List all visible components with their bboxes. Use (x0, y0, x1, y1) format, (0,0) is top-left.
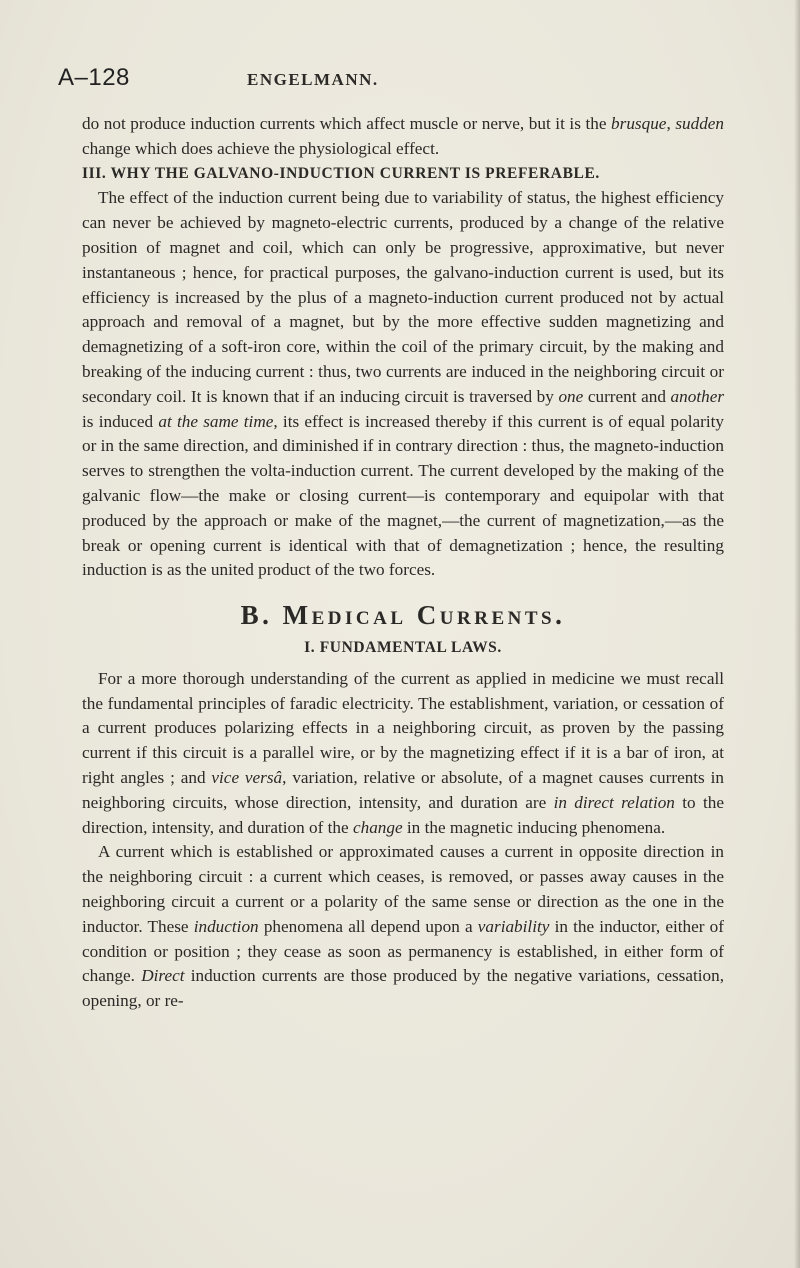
italic-run: Direct (141, 966, 185, 986)
paragraph-fundamental-principles (82, 667, 724, 841)
italic-run: in direct relation (553, 792, 675, 812)
text-run: induction currents are those produced by the negative variations, cessation, opening, or re- (82, 966, 725, 1011)
text-run: do not produce induction currents which affect muscle or nerve, but it is the (82, 114, 612, 133)
text-run: in the magnetic inducing phenomena. (402, 817, 666, 837)
sub-heading-fundamental-laws: I. FUNDAMENTAL LAWS. (304, 638, 502, 656)
italic-run: at the same time (158, 411, 274, 431)
italic-run: another (670, 386, 725, 406)
page-number: A–128 (58, 64, 130, 91)
text-run: A current which is established or approximated causes a current in opposite direction in the neighboring circuit : a current which ceases, is removed, or passes away causes in the neighboring circuit a current or a polarity of the same sense or direction as the one in the inductor. These (82, 842, 724, 936)
italic-run: one (558, 386, 584, 406)
section-heading-iii: III. WHY THE GALVANO-INDUCTION CURRENT IS PREFERABLE. (82, 164, 600, 182)
italic-run: brusque (611, 114, 667, 133)
text-run: to the direction, intensity, and duration of the (82, 792, 724, 837)
text-run: , variation, relative or absolute, of a magnet causes currents in neighboring circuits, whose direction, intensity, and duration are (82, 767, 724, 812)
text-run: , (666, 114, 676, 133)
italic-run: variability (477, 916, 550, 936)
body-text (82, 112, 724, 1014)
paragraph-galvano-induction (82, 186, 724, 583)
text-run: , its effect is increased thereby if this current is of equal polarity or in the same direction, and diminished if in contrary direction : thus, the magneto-induction serves to strengthen the volta-induction current. The current developed by the making of the galvanic flow—the make or closing current—is contemporary and equipolar with that produced by the approach or make of the magnet,—the current of magnetization,—as the break or opening current is identical with that of demagnetization ; hence, the resulting induction is as the united product of the two forces. (82, 411, 724, 580)
paragraph-induction-phenomena (82, 840, 724, 1014)
page-edge-shadow (794, 0, 800, 1268)
text-run: current and (583, 386, 671, 406)
page-header (58, 64, 758, 94)
text-run: The effect of the induction current being due to variability of status, the highest efficiency can never be achieved by magneto-electric currents, produced by a change of the relative position of magnet and coil, which can only be progressive, approximative, but never instantaneous ; hence, for practical purposes, the galvano-induction current is used, but its efficiency is increased by the plus of a magneto-induction current produced not by actual approach and removal of a magnet, but by the more effective sudden magnetizing and demagnetizing of a soft-iron core, within the coil of the primary circuit, by the making and breaking of the inducing current : thus, two currents are induced in the neighboring circuit or secondary coil. It is known that if an inducing circuit is traversed by (82, 188, 724, 406)
text-run: For a more thorough understanding of the current as applied in medicine we must recall the fundamental principles of faradic electricity. The establishment, variation, or cessation of a current produces polarizing effects in a neighboring circuit, as proven by the passing current if this circuit is a parallel wire, or by the magnetizing effect if it is a bar of iron, at right angles ; and (82, 668, 724, 787)
italic-run: induction (193, 916, 259, 936)
paragraph-continuation (82, 112, 724, 162)
major-heading-medical-currents: B. Medical Currents. (240, 600, 566, 631)
running-head: ENGELMANN. (247, 70, 379, 89)
text-run: in the inductor, either of condition or position ; they cease as soon as permanency is established, in either form of change. (82, 916, 724, 986)
italic-run: change (352, 817, 403, 837)
italic-run: sudden (675, 114, 725, 133)
italic-run: vice versâ (211, 767, 283, 787)
text-run: is induced (82, 411, 159, 431)
text-run: change which does achieve the physiological effect. (82, 138, 440, 158)
text-run: phenomena all depend upon a (258, 916, 478, 936)
